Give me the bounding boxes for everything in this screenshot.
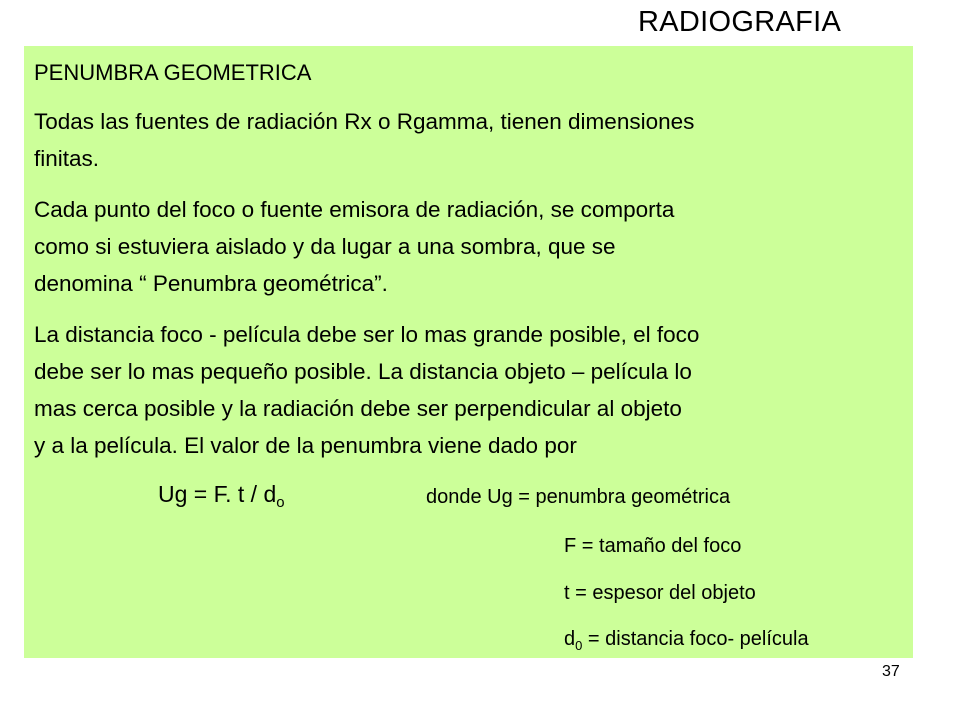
paragraph-2-line-2: como si estuviera aislado y da lugar a una sombra, que se bbox=[34, 234, 616, 259]
definition-d0-symbol: d bbox=[564, 628, 576, 650]
paragraph-1-line-1: Todas las fuentes de radiación Rx o Rgamma, tienen dimensiones bbox=[34, 109, 695, 134]
page-number: 37 bbox=[882, 663, 900, 680]
formula-main: Ug = F. t / d bbox=[158, 481, 277, 507]
definition-ug: donde Ug = penumbra geométrica bbox=[426, 486, 731, 508]
paragraph-3-line-4: y a la película. El valor de la penumbra viene dado por bbox=[34, 433, 577, 458]
content-panel bbox=[24, 46, 913, 658]
paragraph-1-line-2: finitas. bbox=[34, 146, 100, 171]
definition-t: t = espesor del objeto bbox=[564, 582, 756, 604]
definition-f: F = tamaño del foco bbox=[564, 535, 742, 557]
paragraph-2-line-1: Cada punto del foco o fuente emisora de radiación, se comporta bbox=[34, 197, 675, 222]
paragraph-3-line-3: mas cerca posible y la radiación debe ser perpendicular al objeto bbox=[34, 396, 682, 421]
paragraph-3-line-1: La distancia foco - película debe ser lo mas grande posible, el foco bbox=[34, 322, 700, 347]
definition-d0-text: = distancia foco- película bbox=[582, 628, 809, 650]
formula-subscript: o bbox=[276, 494, 285, 512]
definition-d0-subscript: 0 bbox=[575, 637, 583, 653]
penumbra-formula bbox=[158, 479, 285, 513]
section-heading: PENUMBRA GEOMETRICA bbox=[34, 60, 312, 85]
slide-title: RADIOGRAFIA bbox=[638, 6, 842, 38]
definition-d0 bbox=[564, 626, 809, 654]
paragraph-2-line-3: denomina “ Penumbra geométrica”. bbox=[34, 271, 388, 296]
paragraph-3-line-2: debe ser lo mas pequeño posible. La distancia objeto – película lo bbox=[34, 359, 692, 384]
